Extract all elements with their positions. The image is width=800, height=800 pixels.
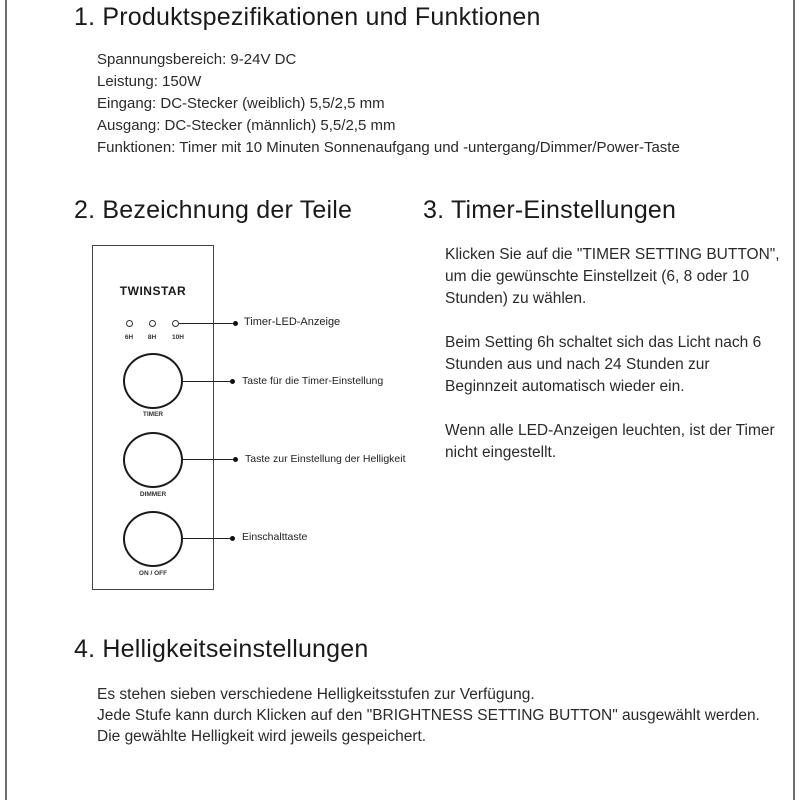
- led-label-6h: 6H: [124, 334, 134, 341]
- timer-instructions: [445, 244, 785, 486]
- section-2-title: 2. Bezeichnung der Teile: [74, 196, 353, 224]
- brand-logo: TWINSTAR: [119, 284, 187, 298]
- power-button-label: ON / OFF: [138, 570, 168, 577]
- callout-dimmer-button: Taste zur Einstellung der Helligkeit: [245, 453, 406, 465]
- led-label-10h: 10H: [172, 334, 184, 341]
- section-1-title: 1. Produktspezifikationen und Funktionen: [74, 3, 541, 31]
- callout-dot-dimmer: [233, 457, 238, 462]
- spec-list: [97, 49, 680, 159]
- spec-functions: Funktionen: Timer mit 10 Minuten Sonnenaufgang und -untergang/Dimmer/Power-Taste: [97, 139, 680, 156]
- timer-button[interactable]: [123, 353, 183, 409]
- callout-dot-timer: [230, 379, 235, 384]
- timer-paragraph-2: Beim Setting 6h schaltet sich das Licht nach 6 Stunden aus und nach 24 Stunden zur Beginnzeit automatisch wieder ein.: [445, 334, 762, 395]
- timer-paragraph-1: Klicken Sie auf die "TIMER SETTING BUTTON", um die gewünschte Einstellzeit (6, 8 oder 10 Stunden) zu wählen.: [445, 246, 780, 307]
- callout-timer-button: Taste für die Timer-Einstellung: [242, 375, 384, 387]
- brightness-line-2: Jede Stufe kann durch Klicken auf den "BRIGHTNESS SETTING BUTTON" ausgewählt werden. Die gewählte Helligkeit wird jeweils gespeichert.: [97, 707, 760, 745]
- spec-output: Ausgang: DC-Stecker (männlich) 5,5/2,5 mm: [97, 117, 396, 134]
- callout-line-led: [179, 323, 235, 324]
- callout-line-dimmer: [183, 459, 235, 460]
- dimmer-button[interactable]: [123, 432, 183, 488]
- spec-voltage: Spannungsbereich: 9-24V DC: [97, 51, 297, 68]
- led-label-8h: 8H: [147, 334, 157, 341]
- callout-power-button: Einschalttaste: [242, 531, 308, 543]
- callout-dot-power: [230, 536, 235, 541]
- page-border-right: [793, 0, 795, 800]
- led-6h-indicator: [126, 320, 133, 327]
- timer-paragraph-3: Wenn alle LED-Anzeigen leuchten, ist der Timer nicht eingestellt.: [445, 422, 775, 461]
- power-button[interactable]: [123, 511, 183, 567]
- page-border-left: [5, 0, 7, 800]
- spec-power: Leistung: 150W: [97, 73, 202, 90]
- callout-dot-led: [233, 321, 238, 326]
- brightness-line-1: Es stehen sieben verschiedene Helligkeitsstufen zur Verfügung.: [97, 686, 535, 703]
- spec-input: Eingang: DC-Stecker (weiblich) 5,5/2,5 mm: [97, 95, 385, 112]
- led-8h-indicator: [149, 320, 156, 327]
- callout-timer-led: Timer-LED-Anzeige: [244, 316, 341, 328]
- callout-line-timer: [183, 381, 232, 382]
- led-10h-indicator: [172, 320, 179, 327]
- dimmer-button-label: DIMMER: [139, 491, 167, 498]
- timer-button-label: TIMER: [142, 411, 164, 418]
- section-3-title: 3. Timer-Einstellungen: [423, 196, 677, 224]
- callout-line-power: [183, 538, 232, 539]
- brightness-instructions: [97, 684, 787, 747]
- section-4-title: 4. Helligkeitseinstellungen: [74, 635, 369, 663]
